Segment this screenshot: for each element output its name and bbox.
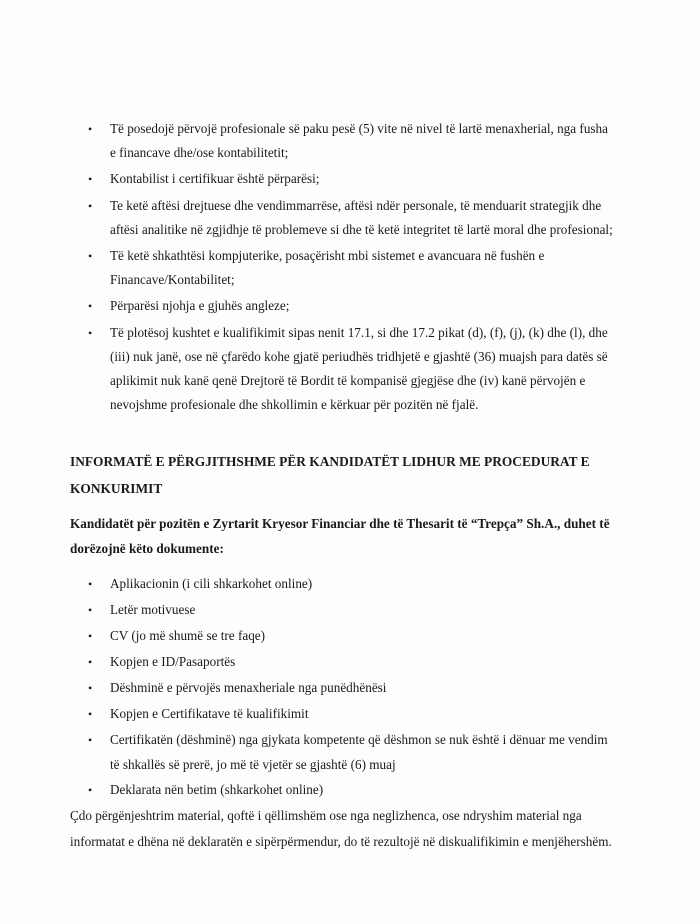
section-heading: INFORMATË E PËRGJITHSHME PËR KANDIDATËT LIDHUR ME PROCEDURAT E KONKURIMIT [70,454,590,496]
list-item [86,321,616,418]
list-item [86,778,616,803]
list-item [86,676,616,701]
list-item [86,598,616,623]
list-item [86,244,616,292]
bullet-icon: • [88,198,93,213]
list-item [86,702,616,727]
requirements-list [86,117,616,419]
document-text: Dëshminë e përvojës menaxheriale nga punëdhënësi [110,679,387,695]
list-item [86,194,616,242]
list-item [86,117,616,165]
list-item [86,294,616,318]
bullet-icon: • [88,577,93,591]
bullet-icon: • [88,706,93,721]
documents-intro: Kandidatët për pozitën e Zyrtarit Kryesor Financiar dhe të Thesarit të “Trepça” Sh.A., duhet të dorëzojnë këto dokumente: [70,516,610,556]
requirement-text: Përparësi njohja e gjuhës angleze; [110,298,290,314]
document-text: CV (jo më shumë se tre faqe) [110,627,266,643]
requirement-text: Kontabilist i certifikuar është përparësi; [110,171,320,187]
document-text: Aplikacionin (i cili shkarkohet online) [110,576,313,591]
bullet-icon: • [88,732,93,747]
document-text: Deklarata nën betim (shkarkohet online) [110,782,324,798]
closing-paragraph: Çdo përgënjeshtrim material, qoftë i qëllimshëm ose nga neglizhenca, ose ndryshim material nga informatat e dhëna në deklaratën e sipërpërmendur, do të rezultojë në diskualifikimin e menjëhershëm. [70,808,612,849]
bullet-icon: • [88,628,93,643]
bullet-icon: • [88,172,93,187]
document-text: Kopjen e Certifikatave të kualifikimit [110,705,309,721]
bullet-icon: • [88,602,93,617]
bullet-icon: • [88,325,93,340]
bullet-icon: • [88,654,93,669]
bullet-icon: • [88,299,93,314]
bullet-icon: • [88,122,93,136]
document-text: Certifikatën (dëshminë) nga gjykata kompetente që dëshmon se nuk është i dënuar me vendim të shkallës së prerë, jo më të vjetër se gjashtë (6) muaj [110,731,608,772]
requirement-text: Te ketë aftësi drejtuese dhe vendimmarrëse, aftësi ndër personale, të menduarit strategjik dhe aftësi analitike në zgjidhje të problemeve si dhe të ketë integritet të lartë moral dhe profesional; [110,197,613,237]
requirement-text: Të ketë shkathtësi kompjuterike, posaçërisht mbi sistemet e avancuara në fushën e Financave/Kontabilitet; [110,248,545,288]
list-item [86,572,616,597]
bullet-icon: • [88,680,93,695]
list-item [86,624,616,649]
requirement-text: Të posedojë përvojë profesionale së paku pesë (5) vite në nivel të lartë menaxherial, nga fusha e financave dhe/ose kontabilitetit; [110,121,608,161]
list-item [86,650,616,675]
documents-list [86,572,616,804]
list-item [86,167,616,191]
list-item [86,728,616,777]
bullet-icon: • [88,249,93,264]
requirement-text: Të plotësoj kushtet e kualifikimit sipas nenit 17.1, si dhe 17.2 pikat (d), (f), (j), (k) dhe (l), dhe (iii) nuk janë, ose në çfarëdo kohe gjatë periudhës tridhjetë e gjashtë (36) muajsh para datës së aplikimit nuk kanë qenë Drejtorë të Bordit të kompanisë gjegjëse dhe (iv) kanë përvojën e nevojshme profesionale dhe shkollimin e kërkuar për pozitën në fjalë. [110,324,608,413]
document-text: Kopjen e ID/Pasaportës [110,653,236,669]
bullet-icon: • [88,783,93,798]
document-text: Letër motivuese [110,601,196,617]
